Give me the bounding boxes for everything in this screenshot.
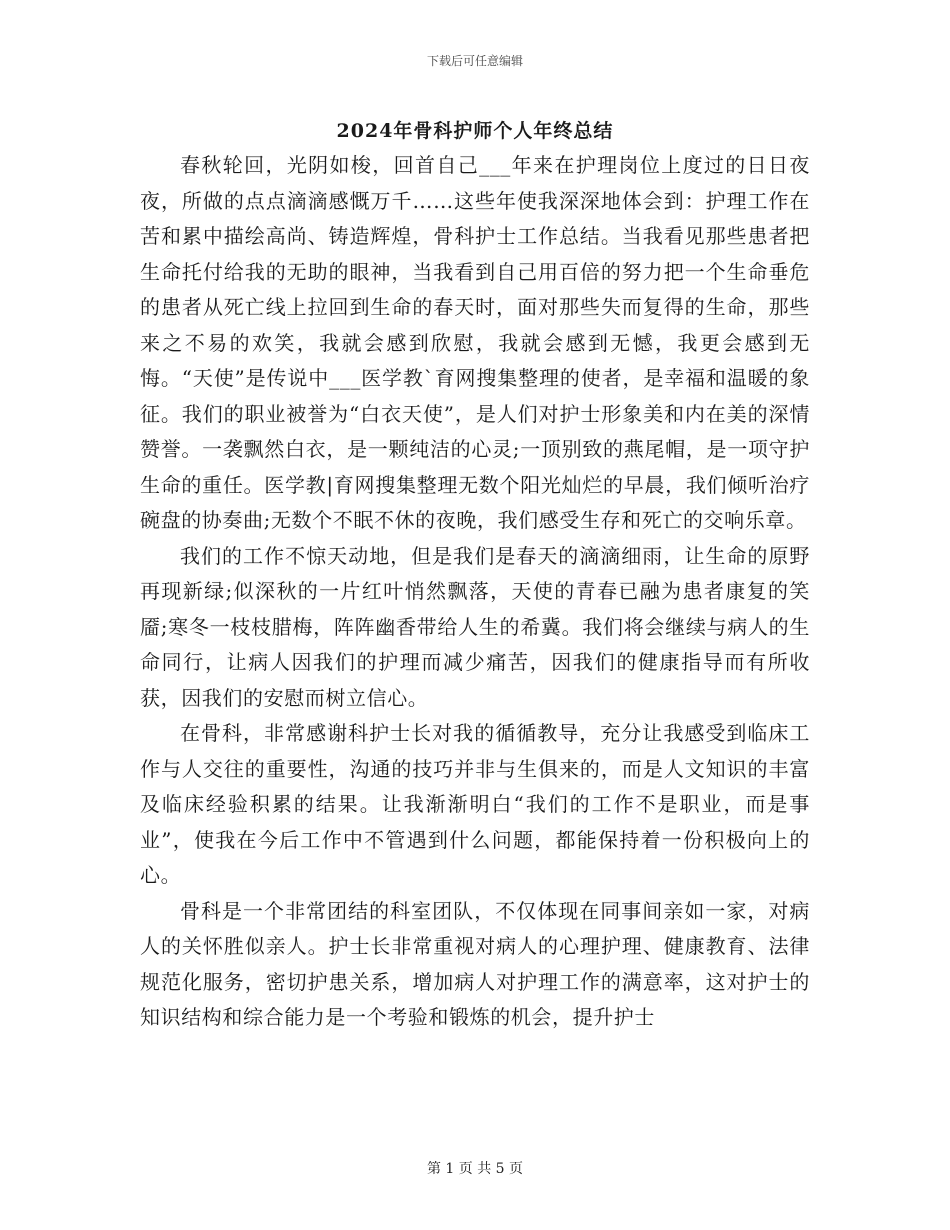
document-title: 2024年骨科护师个人年终总结	[336, 120, 614, 142]
paragraph-2: 我们的工作不惊天动地，但是我们是春天的滴滴细雨，让生命的原野再现新绿;似深秋的一片红叶悄然飘落，天使的青春已融为患者康复的笑靥;寒冬一枝枝腊梅，阵阵幽香带给人生的希冀。我们将会继续与病人的生命同行，让病人因我们的护理而减少痛苦，因我们的健康指导而有所收获，因我们的安慰而树立信心。	[140, 543, 810, 710]
page-number: 第 1 页 共 5 页	[426, 1161, 524, 1177]
paragraph-1: 春秋轮回，光阴如梭，回首自己___年来在护理岗位上度过的日日夜夜，所做的点点滴滴感慨万千……这些年使我深深地体会到：护理工作在苦和累中描绘高尚、铸造辉煌，骨科护士工作总结。当我看见那些患者把生命托付给我的无助的眼神，当我看到自己用百倍的努力把一个生命垂危的患者从死亡线上拉回到生命的春天时，面对那些失而复得的生命，那些来之不易的欢笑，我就会感到欣慰，我就会感到无憾，我更会感到无悔。“天使”是传说中___医学教`育网搜集整理的使者，是幸福和温暖的象征。我们的职业被誉为“白衣天使”，是人们对护士形象美和内在美的深情赞誉。一袭飘然白衣，是一颗纯洁的心灵;一顶别致的燕尾帽，是一项守护生命的重任。医学教|育网搜集整理无数个阳光灿烂的早晨，我们倾听治疗碗盘的协奏曲;无数个不眠不休的夜晚，我们感受生存和死亡的交响乐章。	[140, 153, 810, 532]
paragraph-3: 在骨科，非常感谢科护士长对我的循循教导，充分让我感受到临床工作与人交往的重要性，沟通的技巧并非与生俱来的，而是人文知识的丰富及临床经验积累的结果。让我渐渐明白“我们的工作不是职业，而是事业”，使我在今后工作中不管遇到什么问题，都能保持着一份积极向上的心。	[140, 721, 810, 887]
paragraph-4: 骨科是一个非常团结的科室团队，不仅体现在同事间亲如一家，对病人的关怀胜似亲人。护士长非常重视对病人的心理护理、健康教育、法律规范化服务，密切护患关系，增加病人对护理工作的满意率，这对护士的知识结构和综合能力是一个考验和锻炼的机会，提升护士	[140, 898, 810, 1029]
page-header-note: 下载后可任意编辑	[426, 54, 523, 68]
document-body	[140, 148, 810, 1036]
